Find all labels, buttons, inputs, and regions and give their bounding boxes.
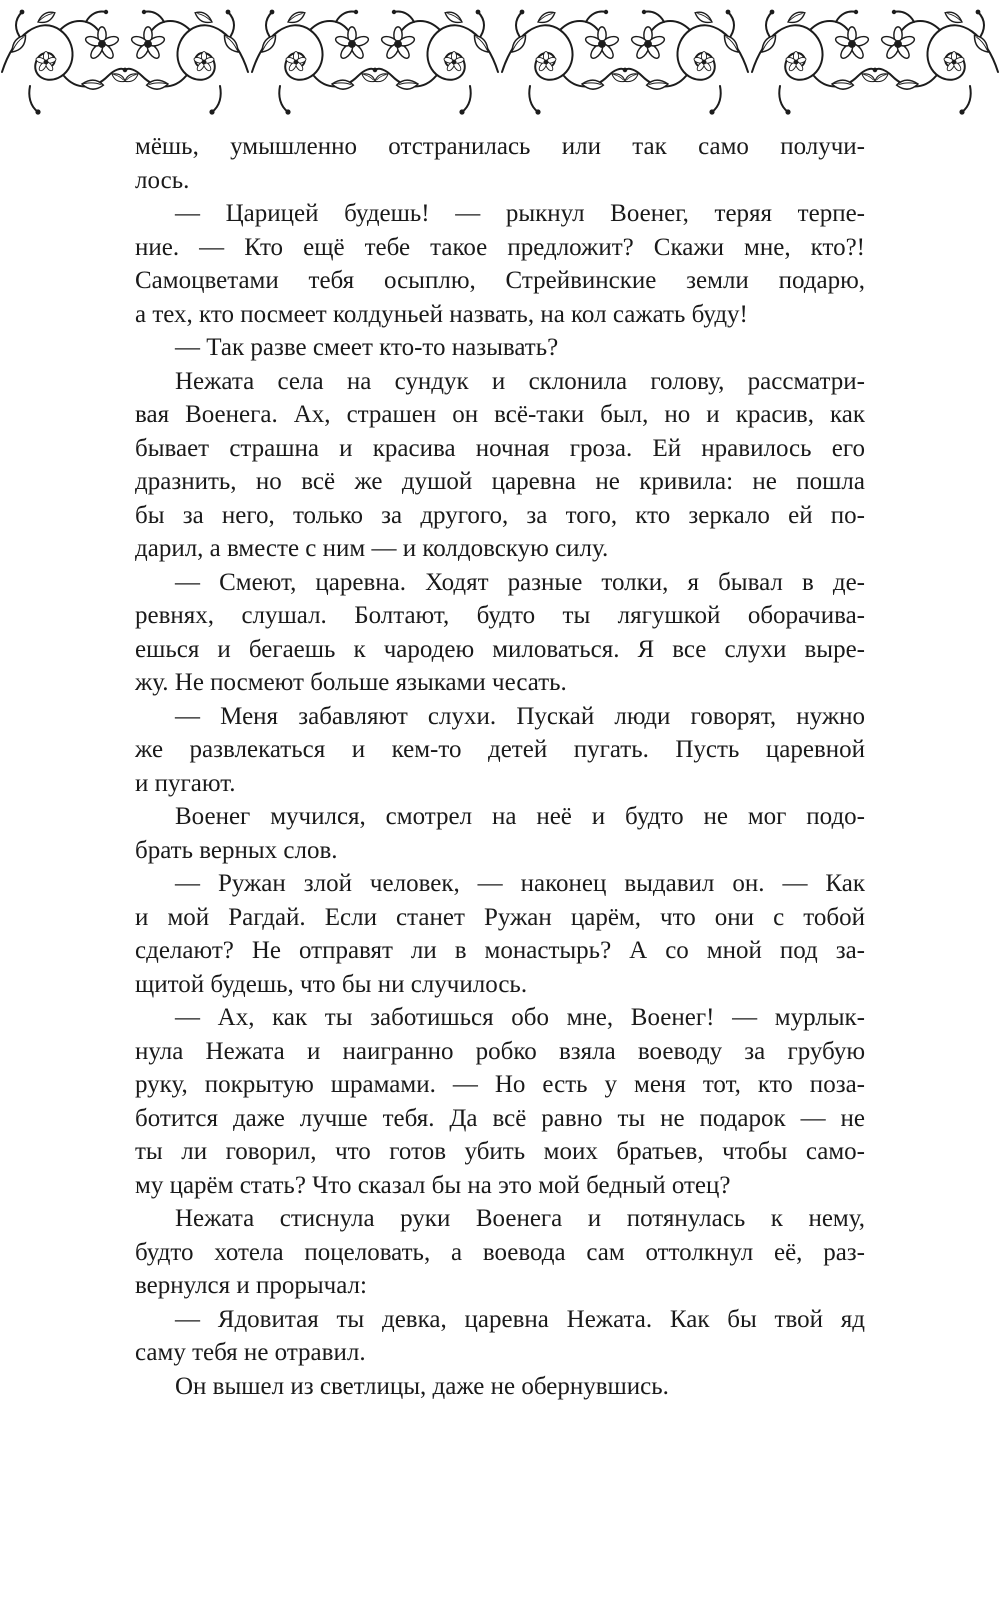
text-line: а тех, кто посмеет колдуньей назвать, на кол сажать буду! (135, 300, 748, 328)
paragraph (135, 700, 865, 801)
text-line: ты ли говорил, что готов убить моих братьев, чтобы само- (135, 1138, 865, 1165)
text-line: ботится даже лучше тебя. Да всё равно ты не подарок — не (135, 1104, 865, 1132)
floral-border-ornament (0, 0, 1000, 130)
paragraph (135, 1001, 865, 1202)
text-line: Нежата села на сундук и склонила голову, рассматри- (175, 367, 865, 395)
text-line: вая Военега. Ах, страшен он всё-таки был, но и красив, как (135, 401, 865, 428)
text-line: ревнях, слушал. Болтают, будто ты лягушкой оборачива- (135, 602, 865, 629)
paragraph (135, 197, 865, 331)
text-line: — Ах, как ты заботишься обо мне, Военег! — мурлык- (175, 1004, 865, 1031)
text-line: вернулся и прорычал: (135, 1272, 367, 1299)
paragraph (135, 130, 865, 197)
text-line: брать верных слов. (135, 836, 338, 864)
paragraph (135, 365, 865, 566)
text-column (135, 130, 865, 1403)
text-line: бывает страшна и красива ночная гроза. Ей нравилось его (135, 434, 865, 462)
text-line: ние. — Кто ещё тебе такое предложит? Скажи мне, кто?! (135, 233, 865, 261)
text-line: дарил, а вместе с ним — и колдовскую силу. (135, 535, 609, 562)
paragraph (135, 566, 865, 700)
text-line: руку, покрытую шрамами. — Но есть у меня тот, кто поза- (135, 1071, 865, 1098)
text-line: — Так разве смеет кто-то называть? (175, 334, 559, 361)
paragraph (135, 1202, 865, 1303)
text-line: Самоцветами тебя осыплю, Стрейвинские земли подарю, (135, 267, 865, 294)
paragraph (135, 331, 865, 365)
paragraph (135, 1370, 865, 1404)
text-line: сделают? Не отправят ли в монастырь? А со мной под за- (135, 937, 865, 964)
text-line: — Ружан злой человек, — наконец выдавил он. — Как (175, 870, 865, 897)
text-line: дразнить, но всё же душой царевна не кривила: не пошла (135, 468, 865, 495)
text-line: и пугают. (135, 769, 236, 797)
text-line: и мой Рагдай. Если станет Ружан царём, что они с тобой (135, 903, 865, 931)
text-line: Военег мучился, смотрел на неё и будто не мог подо- (175, 803, 865, 830)
text-line: щитой будешь, что бы ни случилось. (135, 970, 528, 998)
text-line: нула Нежата и наигранно робко взяла воеводу за грубую (135, 1037, 865, 1065)
text-line: му царём стать? Что сказал бы на это мой бедный отец? (135, 1171, 731, 1199)
text-line: мёшь, умышленно отстранилась или так само получи- (135, 133, 865, 160)
text-line: — Смеют, царевна. Ходят разные толки, я бывал в де- (175, 568, 865, 596)
text-line: Нежата стиснула руки Военега и потянулась к нему, (175, 1205, 865, 1232)
text-line: — Ядовитая ты девка, царевна Нежата. Как бы твой яд (175, 1305, 865, 1333)
text-line: жу. Не посмеют больше языками чесать. (135, 669, 567, 696)
text-line: лось. (135, 166, 190, 194)
text-line: — Царицей будешь! — рыкнул Военег, теряя терпе- (175, 200, 865, 227)
paragraph (135, 1303, 865, 1370)
text-line: — Меня забавляют слухи. Пускай люди говорят, нужно (175, 702, 865, 730)
text-line: ешься и бегаешь к чародею миловаться. Я все слухи выре- (135, 635, 865, 663)
text-line: будто хотела поцеловать, а воевода сам оттолкнул её, раз- (135, 1238, 865, 1266)
text-line: саму тебя не отравил. (135, 1339, 366, 1366)
paragraph (135, 800, 865, 867)
text-line: же развлекаться и кем-то детей пугать. Пусть царевной (135, 736, 865, 763)
text-line: Он вышел из светлицы, даже не обернувшись. (175, 1372, 669, 1400)
text-line: бы за него, только за другого, за того, кто зеркало ей по- (135, 501, 865, 529)
paragraph (135, 867, 865, 1001)
